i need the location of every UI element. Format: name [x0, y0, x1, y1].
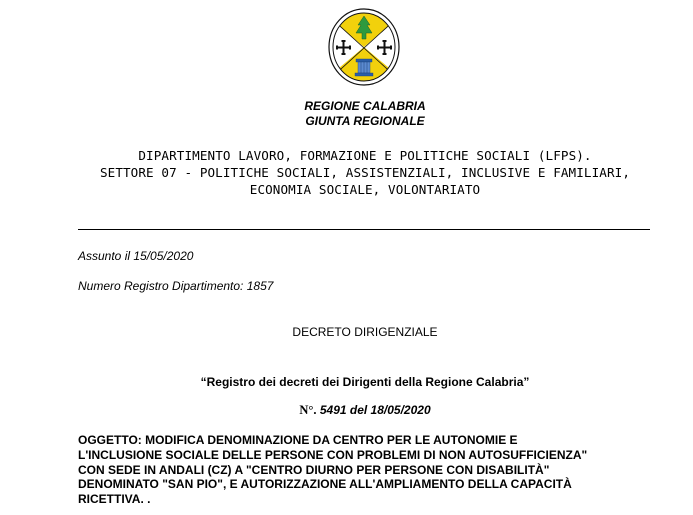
registry-title: “Registro dei decreti dei Dirigenti della Regione Calabria” — [200, 375, 530, 389]
region-name: REGIONE CALABRIA — [304, 99, 426, 113]
subject-line: CON SEDE IN ANDALI (CZ) A "CENTRO DIURNO PER PERSONE CON DISABILITÀ" — [78, 462, 550, 477]
registro-number: Numero Registro Dipartimento: 1857 — [78, 279, 274, 293]
decree-number — [0, 403, 693, 418]
decree-number-prefix: N°. — [299, 403, 317, 417]
assunto-date: Assunto il 15/05/2020 — [78, 249, 194, 263]
subject-line: OGGETTO: MODIFICA DENOMINAZIONE DA CENTRO PER LE AUTONOMIE E — [78, 433, 518, 447]
subject-line: RICETTIVA. . — [78, 492, 151, 507]
giunta-regionale: GIUNTA REGIONALE — [305, 114, 425, 128]
sector-title: SETTORE 07 - POLITICHE SOCIALI, ASSISTENZIALI, INCLUSIVE E FAMILIARI, — [99, 165, 631, 180]
subject-block — [78, 433, 678, 507]
department-title: DIPARTIMENTO LAVORO, FORMAZIONE E POLITICHE SOCIALI (LFPS). — [138, 148, 592, 163]
decree-number-value: 5491 del 18/05/2020 — [319, 403, 431, 417]
sector-title-cont: ECONOMIA SOCIALE, VOLONTARIATO — [249, 182, 481, 197]
decree-type: DECRETO DIRIGENZIALE — [292, 325, 438, 339]
subject-line: DENOMINATO "SAN PIO", E AUTORIZZAZIONE ALL'AMPLIAMENTO DELLA CAPACITÀ — [78, 477, 572, 492]
subject-line: L'INCLUSIONE SOCIALE DELLE PERSONE CON PROBLEMI DI NON AUTOSUFFICIENZA" — [78, 447, 588, 462]
regione-calabria-emblem-icon — [327, 8, 401, 88]
separator-rule — [78, 229, 650, 230]
